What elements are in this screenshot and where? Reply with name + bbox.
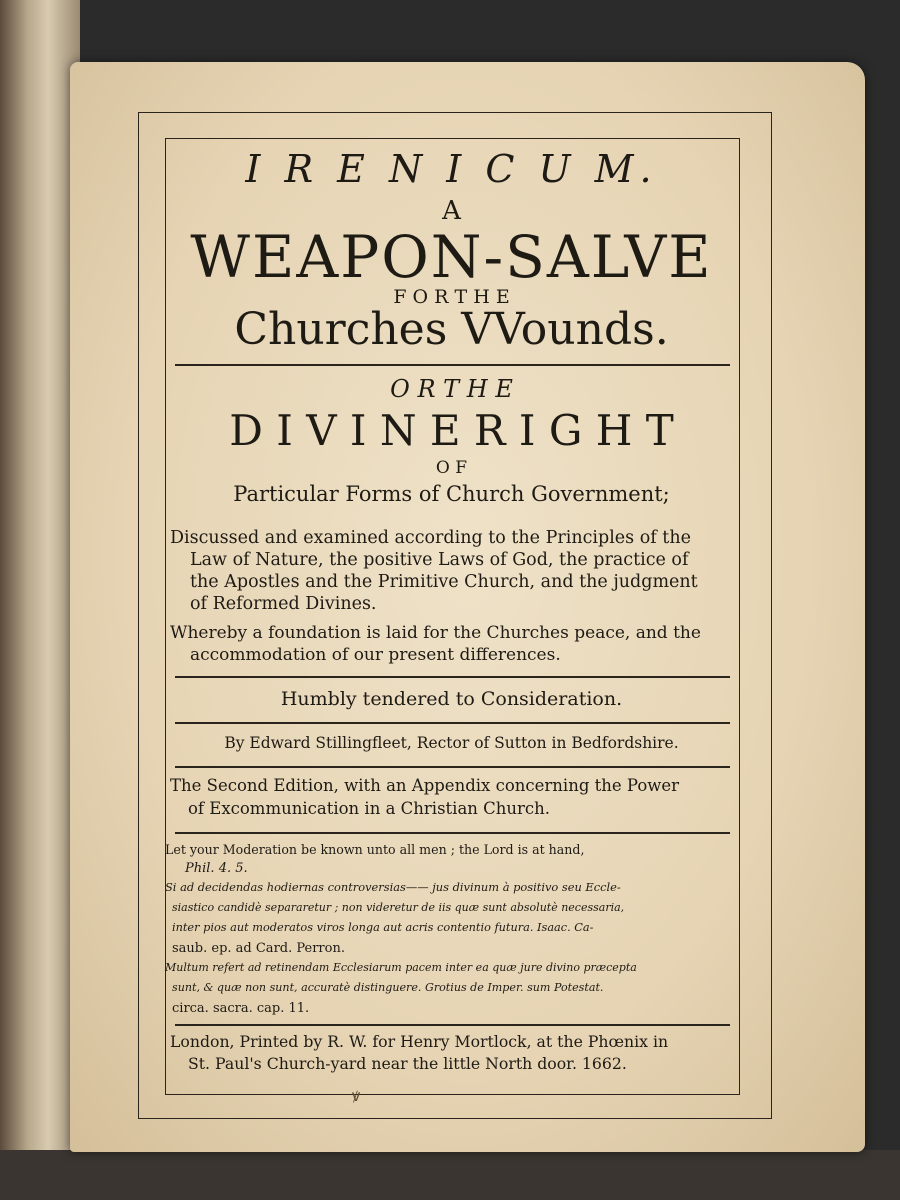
quote-line-1: Let your Moderation be known unto all men ; the Lord is at hand, (165, 842, 585, 857)
quote-line-7: Multum refert ad retinendam Ecclesiarum pacem inter ea quæ jure divino præcepta (165, 961, 637, 974)
rule-6 (175, 1024, 730, 1026)
imprint-line-2: St. Paul's Church-yard near the little North door. 1662. (188, 1054, 627, 1073)
quote-line-3: Si ad decidendas hodiernas controversias—— jus divinum à positivo seu Eccle- (165, 880, 621, 894)
title-churches-wounds: Churches VVounds. (234, 304, 669, 355)
discussed-line-1: Discussed and examined according to the Principles of the (170, 528, 691, 548)
title-for-the: F O R T H E (393, 286, 510, 308)
rule-5 (175, 832, 730, 834)
quote-line-9: circa. sacra. cap. 11. (172, 1001, 310, 1016)
imprint-line-1: London, Printed by R. W. for Henry Mortlock, at the Phœnix in (170, 1032, 669, 1051)
quote-line-8: sunt, & quæ non sunt, accuratè distinguere. Grotius de Imper. sum Potestat. (172, 981, 604, 994)
quote-line-4: siastico candidè separaretur ; non videretur de iis quæ sunt absolutè necessaria, (172, 901, 625, 914)
quote-line-5: inter pios aut moderatos viros longa aut acris contentio futura. Isaac. Ca- (172, 921, 594, 934)
book-spine (0, 0, 80, 1200)
ink-mark: ꝟ (352, 1086, 361, 1105)
edition-line-1: The Second Edition, with an Appendix concerning the Power (170, 776, 680, 795)
discussed-line-4: of Reformed Divines. (190, 594, 377, 614)
rule-4 (175, 766, 730, 768)
rule-2 (175, 676, 730, 678)
subtitle-or-the: O R T H E (390, 375, 513, 403)
subtitle-forms: Particular Forms of Church Government; (233, 482, 670, 506)
whereby-line-1: Whereby a foundation is laid for the Churches peace, and the (170, 623, 701, 643)
rule-1 (175, 364, 730, 366)
rule-3 (175, 722, 730, 724)
author-line: By Edward Stillingfleet, Rector of Sutton in Bedfordshire. (224, 734, 679, 752)
background-shadow (0, 1150, 900, 1200)
discussed-line-3: the Apostles and the Primitive Church, and the judgment (190, 572, 698, 592)
quote-line-2: Phil. 4. 5. (185, 861, 248, 876)
subtitle-divine-right: D I V I N E R I G H T (229, 406, 674, 455)
title-weapon-salve: WEAPON-SALVE (190, 223, 713, 291)
whereby-line-2: accommodation of our present differences. (190, 645, 561, 665)
discussed-line-2: Law of Nature, the positive Laws of God, the practice of (190, 550, 689, 570)
title-irenicum: I R E N I C U M. (245, 147, 658, 191)
humbly-tendered: Humbly tendered to Consideration. (280, 688, 623, 710)
quote-line-6: saub. ep. ad Card. Perron. (172, 941, 345, 956)
title-a: A (442, 196, 461, 226)
subtitle-of: O F (435, 458, 468, 478)
edition-line-2: of Excommunication in a Christian Church. (188, 799, 551, 818)
